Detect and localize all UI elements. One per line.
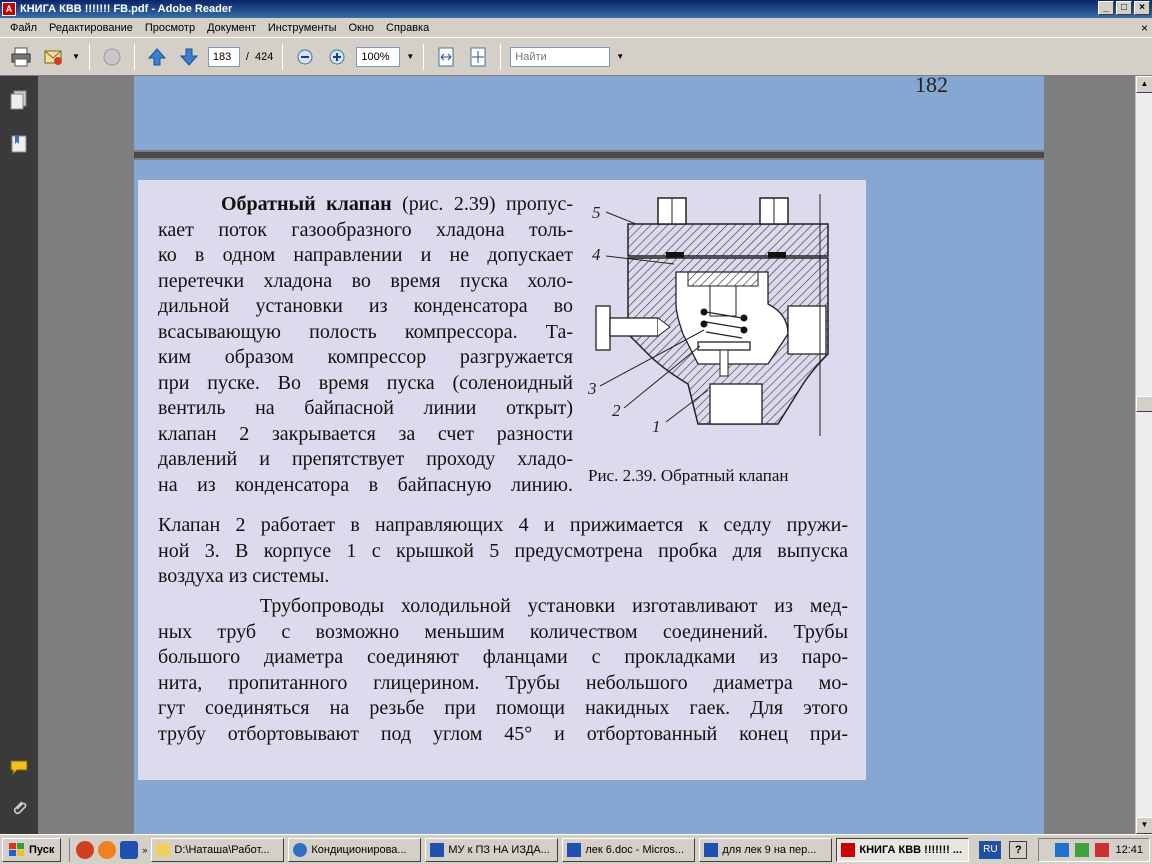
document-view[interactable] [38, 76, 1135, 834]
system-tray [1038, 838, 1150, 862]
text-line: всасывающую полость компрессора. Та- [158, 320, 573, 343]
text-line: перетечки хладона во время пуска холо- [158, 269, 573, 292]
collaborate-icon[interactable] [99, 44, 125, 70]
toolbar-divider [500, 44, 501, 70]
language-indicator[interactable]: RU [979, 841, 1001, 859]
start-button[interactable] [2, 838, 61, 862]
network-icon[interactable] [1055, 843, 1069, 857]
text-line: ной 3. В корпусе 1 с крышкой 5 предусмотрена пробка для выпуска [158, 539, 848, 562]
navigation-panel [0, 76, 38, 834]
menu-help[interactable]: Справка [386, 21, 430, 34]
menu-tools[interactable]: Инструменты [267, 21, 337, 34]
text-line: кает поток газообразного хладона толь- [158, 218, 573, 241]
task-word-1[interactable] [425, 838, 558, 862]
ie-icon [293, 843, 307, 857]
task-word-3[interactable] [699, 838, 832, 862]
email-icon[interactable] [40, 44, 66, 70]
menu-bar [0, 18, 1152, 38]
page-total: 424 [254, 50, 274, 63]
menu-file[interactable]: Файл [10, 21, 38, 34]
task-label: лек 6.doc - Micros... [585, 843, 685, 856]
next-page-icon[interactable] [176, 44, 202, 70]
previous-page-icon[interactable] [144, 44, 170, 70]
folder-icon [156, 843, 170, 857]
line-part: пропус- [506, 193, 573, 215]
zoom-dropdown-icon[interactable]: ▼ [406, 52, 415, 61]
previous-page [134, 76, 1044, 150]
page-separator: / [245, 50, 249, 63]
task-label: МУ к ПЗ НА ИЗДА... [448, 843, 550, 856]
print-icon[interactable] [8, 44, 34, 70]
bookmarks-icon[interactable] [8, 132, 30, 156]
text-line: вентиль на байпасной линии открыт) [158, 397, 573, 419]
word-doc-icon [567, 843, 581, 857]
task-label: D:\Наташа\Работ... [174, 843, 270, 856]
toolbar-divider [423, 44, 424, 70]
signal-icon[interactable] [1075, 843, 1089, 857]
label-2: 2 [612, 401, 621, 420]
quick-launch [69, 838, 147, 862]
figure-caption: Рис. 2.39. Обратный клапан [588, 466, 789, 485]
text-line: на из конденсатора в байпасную линию. [158, 473, 573, 496]
text-line: ко в одном направлении и не допускает [158, 244, 573, 266]
vertical-scrollbar[interactable] [1135, 76, 1152, 834]
text-line [158, 594, 848, 620]
adobe-reader-icon: A [2, 2, 16, 16]
browser-icon[interactable] [76, 841, 94, 859]
scroll-thumb[interactable] [1136, 396, 1152, 412]
text-line: давлений и препятствует проходу хладо- [158, 448, 573, 470]
task-browser[interactable] [288, 838, 421, 862]
paragraph-pipelines [158, 594, 848, 747]
label-1: 1 [652, 417, 661, 436]
label-3: 3 [588, 379, 597, 398]
zoom-in-icon[interactable] [324, 44, 350, 70]
zoom-out-icon[interactable] [292, 44, 318, 70]
word-icon[interactable] [120, 841, 138, 859]
word-doc-icon [704, 843, 718, 857]
text-line: трубу отбортовывают под углом 45° и отбортованный конец при- [158, 722, 848, 745]
word-doc-icon [430, 843, 444, 857]
check-valve-drawing [588, 194, 848, 456]
comments-icon[interactable] [8, 756, 30, 780]
text-line: ных труб с возможно меньшим количеством соединений. Трубы [158, 620, 848, 643]
taskbar [0, 834, 1152, 864]
check-valve-figure [588, 194, 848, 456]
paragraph-check-valve [158, 192, 573, 498]
security-icon[interactable] [1095, 843, 1109, 857]
text-line: дильной установки из конденсатора во [158, 295, 573, 317]
toolbar-divider [282, 44, 283, 70]
task-label: КНИГА КВВ !!!!!!! ... [859, 843, 963, 856]
text-line: при пуске. Во время пуска (соленоидный [158, 371, 573, 394]
text-line: ким образом компрессор разгружается [158, 346, 573, 368]
scroll-down-button[interactable]: ▼ [1136, 817, 1152, 834]
menu-edit[interactable]: Редактирование [49, 21, 133, 34]
fit-page-icon[interactable] [465, 44, 491, 70]
task-label: Кондиционирова... [311, 843, 407, 856]
task-word-2[interactable] [562, 838, 695, 862]
mail-icon[interactable] [98, 841, 116, 859]
clock: 12:41 [1115, 844, 1143, 856]
menu-view[interactable]: Просмотр [144, 21, 196, 34]
text-line: воздуха из системы. [158, 565, 330, 587]
menu-document[interactable]: Документ [207, 21, 256, 34]
scroll-up-button[interactable]: ▲ [1136, 76, 1152, 93]
text-line: клапан 2 закрывается за счет разности [158, 422, 573, 445]
help-icon[interactable]: ? [1009, 841, 1027, 859]
text-line [158, 192, 573, 218]
close-button[interactable]: × [1134, 1, 1150, 15]
label-5: 5 [592, 203, 601, 222]
title-bar [0, 0, 1152, 18]
window-title: КНИГА КВВ !!!!!!! FB.pdf - Adobe Reader [20, 3, 233, 15]
fit-width-icon[interactable] [433, 44, 459, 70]
pages-icon[interactable] [8, 88, 30, 112]
bold-term: Обратный клапан [220, 193, 392, 215]
windows-logo-icon [9, 843, 25, 857]
text-line: нита, пропитанного глицерином. Трубы небольшого диаметра мо- [158, 671, 848, 694]
task-explorer[interactable] [151, 838, 284, 862]
menu-window[interactable]: Окно [348, 21, 375, 34]
text-line: большого диаметра соединяют фланцами с прокладками из паро- [158, 646, 848, 668]
document-close-button[interactable]: × [1140, 21, 1148, 35]
zoom-input[interactable] [356, 47, 400, 67]
pdf-icon [841, 843, 855, 857]
task-label: для лек 9 на пер... [722, 843, 817, 856]
toolbar-divider [89, 44, 90, 70]
page-separator-bar [134, 152, 1044, 158]
quick-launch-more-icon[interactable]: » [142, 844, 148, 855]
search-input[interactable] [510, 47, 610, 67]
paragraph-valve-details [158, 513, 848, 590]
toolbar [0, 38, 1152, 76]
minimize-button[interactable]: _ [1098, 1, 1114, 15]
task-adobe-reader[interactable] [836, 838, 969, 862]
toolbar-divider [134, 44, 135, 70]
maximize-button[interactable]: □ [1116, 1, 1132, 15]
attachments-icon[interactable] [8, 796, 30, 820]
text-line: Клапан 2 работает в направляющих 4 и прижимается к седлу пружи- [158, 514, 848, 536]
page-text-block [138, 180, 866, 780]
label-4: 4 [592, 245, 601, 264]
figure-reference: (рис. 2.39) [391, 193, 507, 215]
page-number-input[interactable] [208, 47, 240, 67]
text-line: гут соединяться на резьбе при помощи накидных гаек. Для этого [158, 697, 848, 719]
search-dropdown-icon[interactable]: ▼ [616, 52, 625, 61]
line-part: Трубопроводы холодильной установки изготавливают из мед- [259, 595, 848, 617]
page-number: 182 [915, 76, 948, 97]
start-label: Пуск [29, 843, 55, 856]
chevron-down-icon[interactable]: ▼ [72, 52, 80, 61]
